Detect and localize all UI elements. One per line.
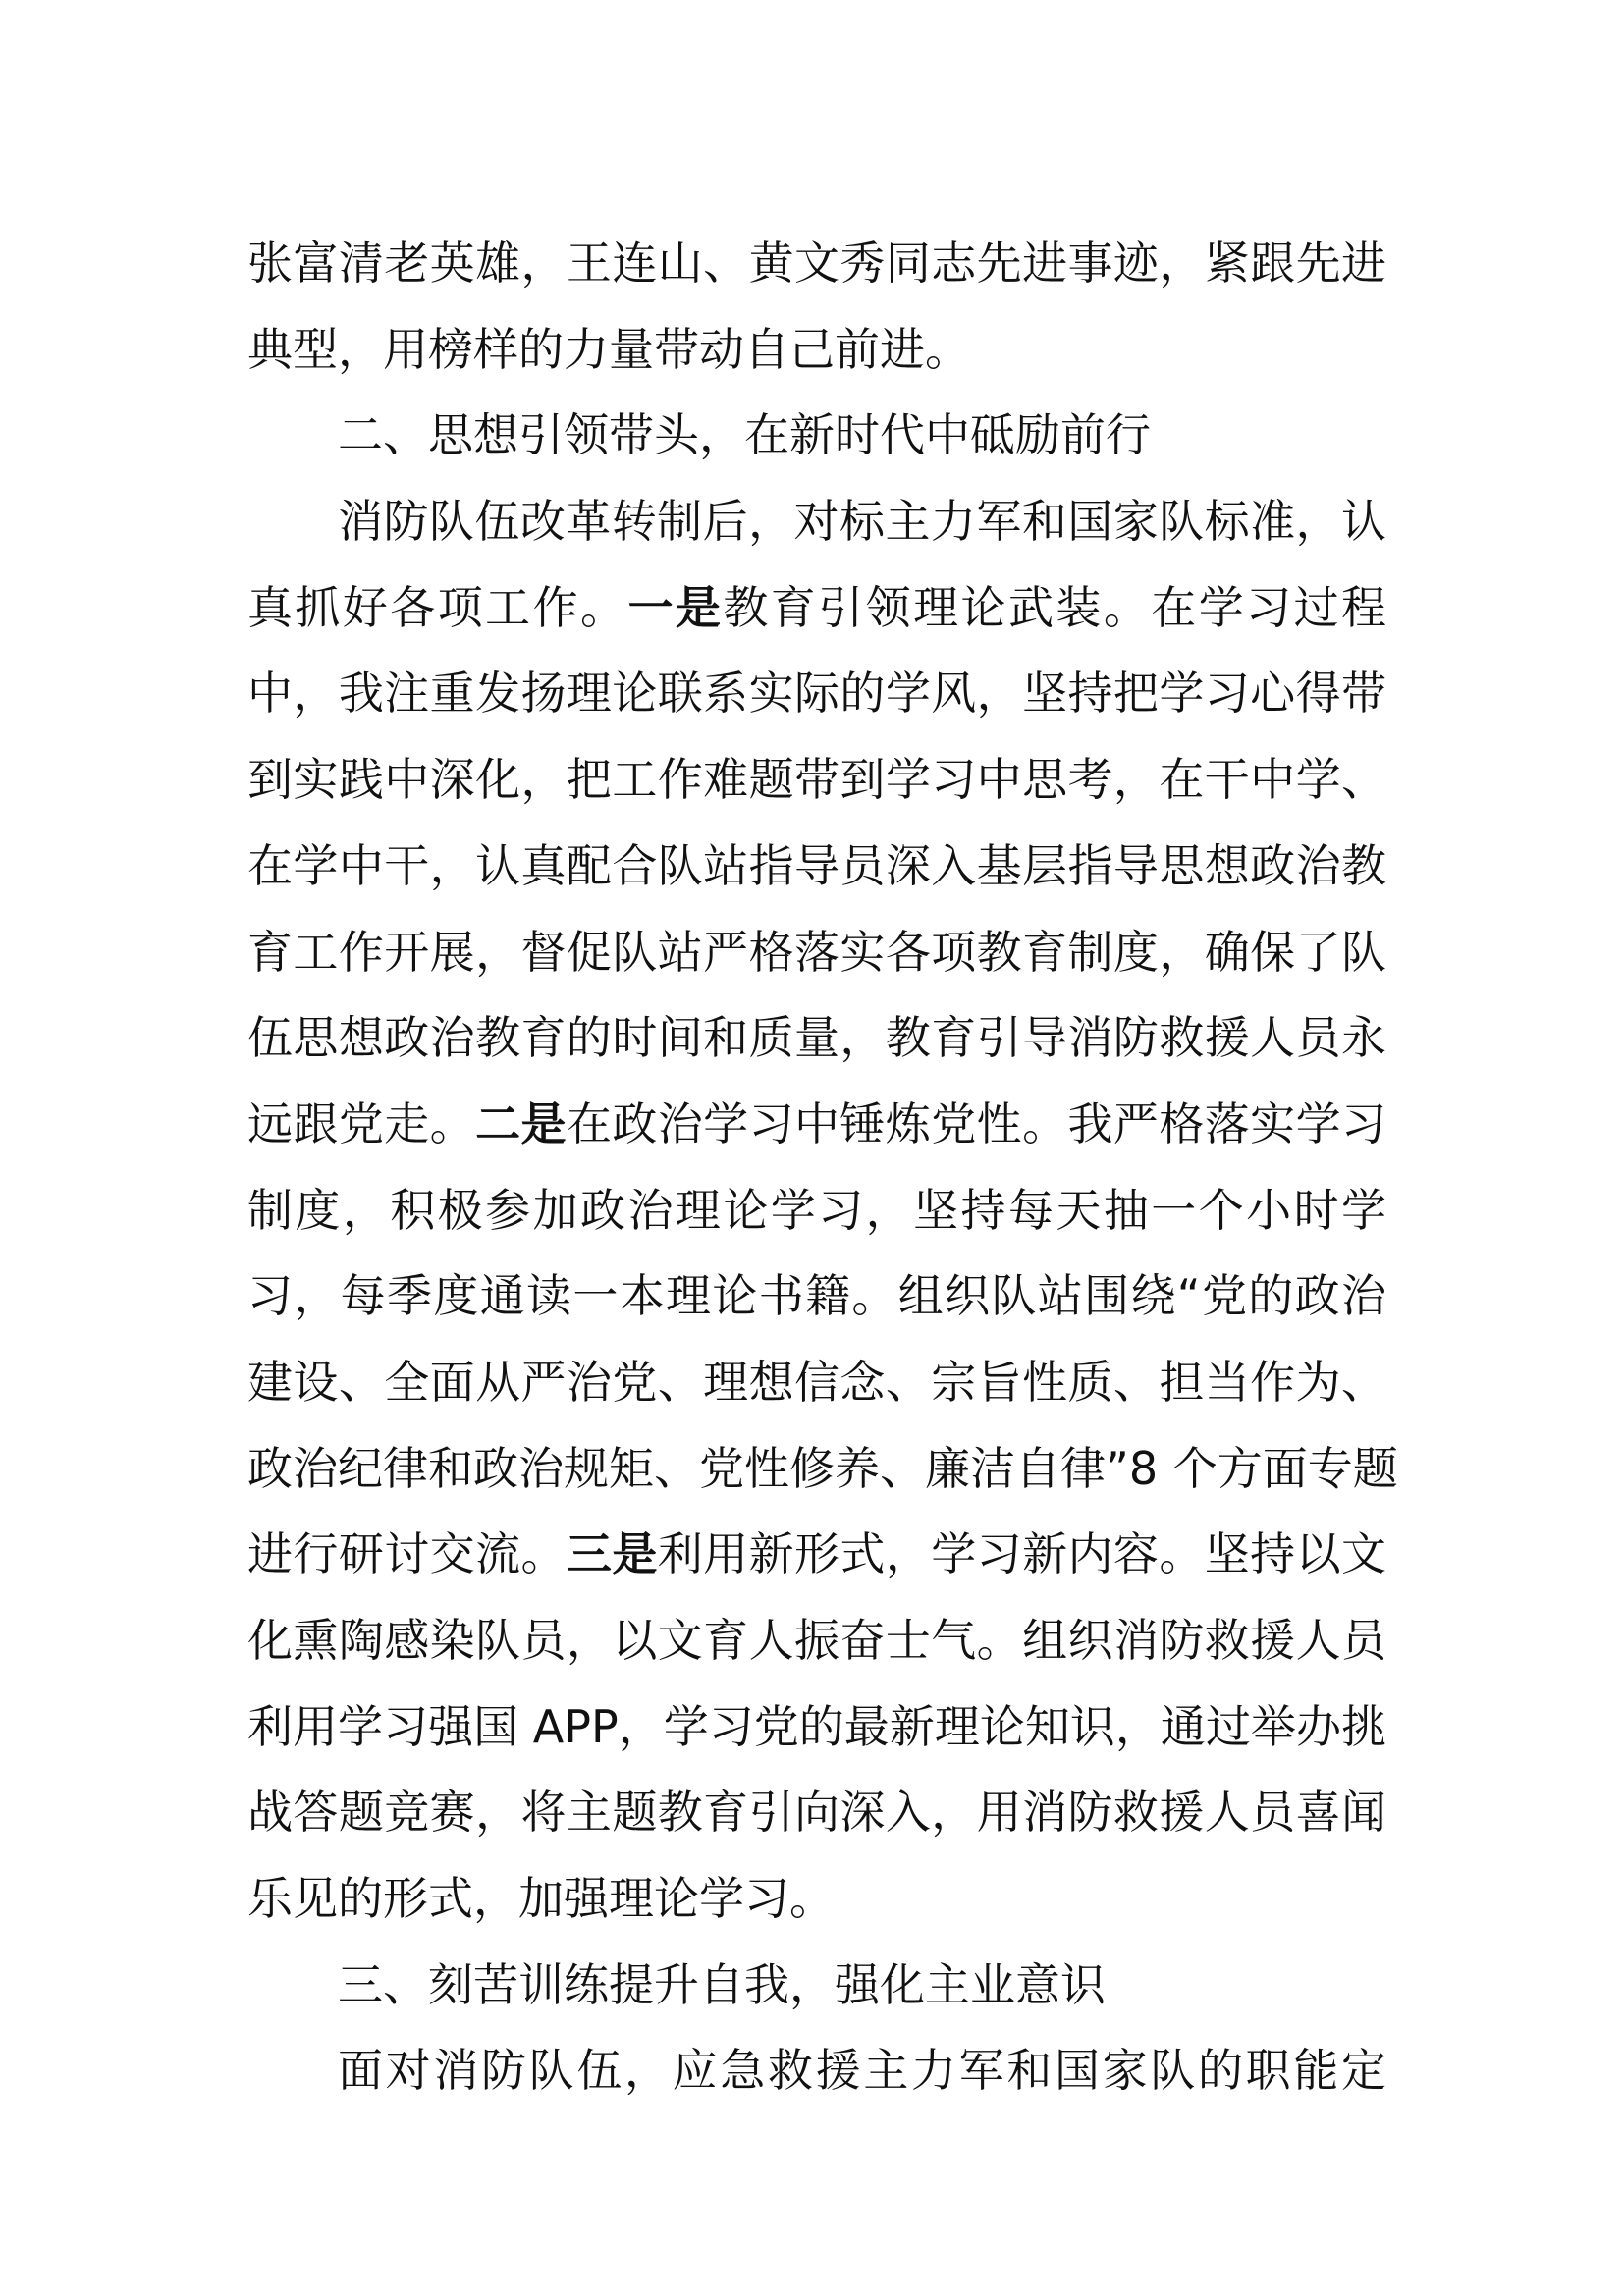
text-segment: 制度，积极参加政治理论学习，坚持每天抽一个小时学 (247, 1183, 1386, 1237)
text-segment: 利用学习强国 APP，学习党的最新理论知识，通过举办挑 (247, 1699, 1386, 1753)
document-body (247, 234, 1398, 2127)
text-line (247, 492, 1386, 578)
text-segment: 真抓好各项工作。 (247, 580, 628, 634)
text-segment: 利用新形式，学习新内容。坚持以文 (657, 1527, 1387, 1581)
text-segment: 化熏陶感染队员，以文育人振奋士气。组织消防救援人员 (247, 1614, 1386, 1667)
text-segment: 进行研讨交流。 (247, 1527, 567, 1581)
text-segment: 二、思想引领带头，在新时代中砥励前行 (338, 408, 1151, 462)
text-line (247, 1353, 1386, 1439)
text-line (247, 923, 1386, 1009)
text-line (247, 664, 1386, 750)
text-segment: 到实践中深化，把工作难题带到学习中思考，在干中学、 (247, 753, 1386, 807)
bold-keyword: 二是 (475, 1096, 567, 1150)
section-heading-line (247, 405, 1386, 492)
text-line (247, 1869, 1386, 1955)
text-line (247, 1008, 1386, 1095)
text-line (247, 234, 1386, 320)
text-segment: 建设、全面从严治党、理想信念、宗旨性质、担当作为、 (247, 1355, 1386, 1409)
text-line (247, 836, 1386, 923)
text-segment: 面对消防队伍，应急救援主力军和国家队的职能定 (338, 2044, 1386, 2098)
text-segment: 在政治学习中锤炼党性。我严格落实学习 (566, 1096, 1387, 1150)
text-segment: 在学中干，认真配合队站指导员深入基层指导思想政治教 (247, 838, 1386, 892)
text-segment: 张富清老英雄，王连山、黄文秀同志先进事迹，紧跟先进 (247, 237, 1386, 290)
text-segment: 伍思想政治教育的时间和质量，教育引导消防救援人员永 (247, 1011, 1386, 1065)
text-segment: 教育引领理论武装。在学习过程 (723, 580, 1387, 634)
text-segment: 中，我注重发扬理论联系实际的学风，坚持把学习心得带 (247, 667, 1386, 721)
section-heading-line (247, 1955, 1386, 2042)
text-segment: 政治纪律和政治规矩、党性修养、廉洁自律”8 个方面专题 (247, 1441, 1398, 1495)
text-line (247, 1611, 1386, 1697)
text-line (247, 750, 1386, 836)
text-segment: 消防队伍改革转制后，对标主力军和国家队标准，认 (338, 495, 1386, 549)
text-segment: 远跟党走。 (247, 1096, 476, 1150)
text-line (247, 1697, 1386, 1784)
text-segment: 乐见的形式，加强理论学习。 (247, 1872, 835, 1926)
text-segment: 典型，用榜样的力量带动自己前进。 (247, 322, 970, 376)
text-line (247, 1181, 1386, 1267)
text-line (247, 320, 1386, 406)
bold-keyword: 三是 (566, 1527, 658, 1581)
text-line (247, 1095, 1386, 1181)
text-line (247, 1783, 1386, 1869)
bold-keyword: 一是 (627, 580, 724, 634)
text-line (247, 1266, 1386, 1353)
text-line (247, 1439, 1398, 1525)
text-line (247, 2041, 1386, 2127)
text-segment: 三、刻苦训练提升自我，强化主业意识 (338, 1957, 1106, 2011)
text-line (247, 578, 1386, 665)
text-segment: 习，每季度通读一本理论书籍。组织队站围绕“党的政治 (247, 1269, 1386, 1323)
text-segment: 育工作开展，督促队站严格落实各项教育制度，确保了队 (247, 925, 1386, 979)
text-line (247, 1524, 1386, 1611)
text-segment: 战答题竞赛，将主题教育引向深入，用消防救援人员喜闻 (247, 1786, 1386, 1840)
